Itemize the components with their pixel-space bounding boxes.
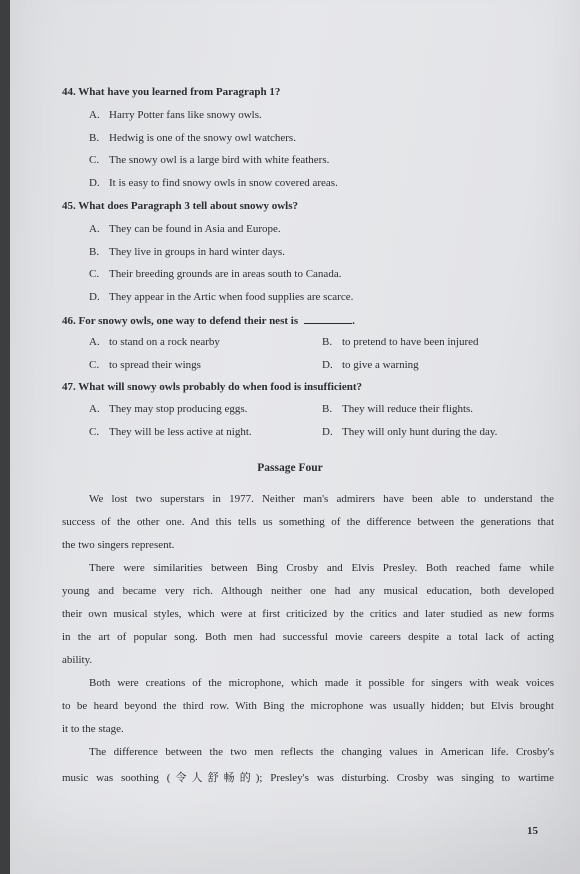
q45-option-d — [89, 291, 353, 303]
q47-option-c — [89, 426, 252, 438]
passage-line: the two singers represent. — [62, 539, 175, 551]
option-text: It is easy to find snowy owls in snow covered areas. — [109, 177, 338, 189]
option-text: They live in groups in hard winter days. — [109, 246, 285, 258]
option-letter: C. — [89, 359, 100, 371]
option-text: Hedwig is one of the snowy owl watchers. — [109, 132, 296, 144]
option-text: to spread their wings — [109, 359, 201, 371]
passage-line: The difference between the two men reflects the changing values in American life. Crosby's — [89, 746, 554, 758]
option-text: Their breeding grounds are in areas south to Canada. — [109, 268, 342, 280]
option-text: The snowy owl is a large bird with white feathers. — [109, 154, 330, 166]
option-letter: C. — [89, 268, 100, 280]
page-number: 15 — [527, 825, 538, 837]
q47-option-a — [89, 403, 247, 415]
passage-line: to be heard beyond the third row. With Bing the microphone was usually hidden; but Elvis brought — [62, 700, 554, 712]
q46-option-a — [89, 336, 220, 348]
question-46-stem: 46. For snowy owls, one way to defend their nest is . — [62, 315, 355, 327]
question-44-stem: 44. What have you learned from Paragraph 1? — [62, 86, 281, 98]
passage-line: success of the other one. And this tells us something of the difference between the generations that — [62, 516, 554, 528]
option-letter: D. — [322, 359, 333, 371]
passage-line: music was soothing (令人舒畅的); Presley's was disturbing. Crosby was singing to wartime — [62, 772, 554, 784]
q46-option-d — [322, 359, 419, 371]
q45-option-a — [89, 223, 281, 235]
option-letter: D. — [89, 291, 100, 303]
option-letter: D. — [322, 426, 333, 438]
question-47-stem: 47. What will snowy owls probably do when food is insufficient? — [62, 381, 363, 393]
q46-option-c — [89, 359, 201, 371]
option-letter: B. — [322, 336, 333, 348]
option-text: to pretend to have been injured — [342, 336, 479, 348]
q44-option-a — [89, 109, 262, 121]
answer-blank — [304, 314, 352, 324]
option-text: Harry Potter fans like snowy owls. — [109, 109, 262, 121]
passage-line: young and became very rich. Although neither one had any musical education, both developed — [62, 585, 554, 597]
passage-line: their own musical styles, which were at first criticized by the critics and later studied as new forms — [62, 608, 554, 620]
passage-line: We lost two superstars in 1977. Neither man's admirers have been able to understand the — [89, 493, 554, 505]
option-letter: A. — [89, 109, 100, 121]
passage-line: There were similarities between Bing Crosby and Elvis Presley. Both reached fame while — [89, 562, 554, 574]
q46-option-b — [322, 336, 479, 348]
option-letter: A. — [89, 223, 100, 235]
passage-line: in the art of popular song. Both men had successful movie careers despite a total lack of acting — [62, 631, 554, 643]
q44-option-c — [89, 154, 329, 166]
q45-option-b — [89, 246, 285, 258]
option-text: They will be less active at night. — [109, 426, 252, 438]
option-text: to give a warning — [342, 359, 419, 371]
question-46-text: 46. For snowy owls, one way to defend their nest is — [62, 315, 299, 327]
option-letter: C. — [89, 154, 100, 166]
option-text: They will reduce their flights. — [342, 403, 474, 415]
q45-option-c — [89, 268, 341, 280]
option-letter: A. — [89, 403, 100, 415]
q47-option-d — [322, 426, 497, 438]
option-text: to stand on a rock nearby — [109, 336, 220, 348]
q44-option-b — [89, 132, 296, 144]
option-letter: C. — [89, 426, 100, 438]
option-text: They appear in the Artic when food supplies are scarce. — [109, 291, 354, 303]
option-text: They will only hunt during the day. — [342, 426, 498, 438]
passage-title: Passage Four — [257, 462, 323, 474]
q44-option-d — [89, 177, 338, 189]
option-text: They may stop producing eggs. — [109, 403, 248, 415]
passage-line: Both were creations of the microphone, which made it possible for singers with weak voices — [89, 677, 554, 689]
option-letter: B. — [89, 132, 100, 144]
q47-option-b — [322, 403, 473, 415]
option-letter: D. — [89, 177, 100, 189]
option-letter: B. — [89, 246, 100, 258]
passage-line: ability. — [62, 654, 93, 666]
question-45-stem: 45. What does Paragraph 3 tell about snowy owls? — [62, 200, 299, 212]
option-letter: A. — [89, 336, 100, 348]
passage-line: it to the stage. — [62, 723, 124, 735]
option-letter: B. — [322, 403, 333, 415]
option-text: They can be found in Asia and Europe. — [109, 223, 281, 235]
